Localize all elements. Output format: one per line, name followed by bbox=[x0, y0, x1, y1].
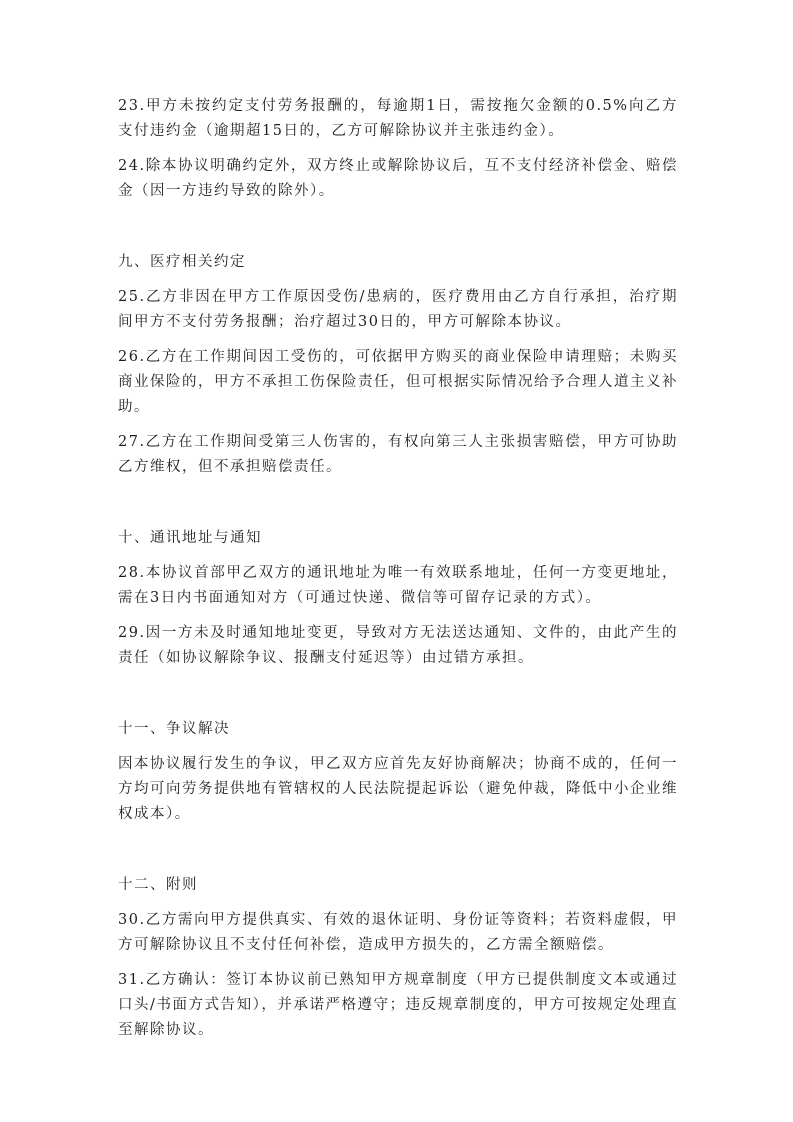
section-heading-supplementary: 十二、附则 bbox=[118, 877, 198, 893]
clause-30: 30.乙方需向甲方提供真实、有效的退休证明、身份证等资料；若资料虚假，甲方可解除协议且不支付任何补偿，造成甲方损失的，乙方需全额赔偿。 bbox=[118, 912, 678, 953]
section-heading-dispute: 十一、争议解决 bbox=[118, 721, 230, 737]
clause-dispute: 因本协议履行发生的争议，甲乙双方应首先友好协商解决；协商不成的，任何一方均可向劳务提供地有管辖权的人民法院提起诉讼（避免仲裁，降低中小企业维权成本）。 bbox=[118, 756, 678, 822]
clause-25: 25.乙方非因在甲方工作原因受伤/患病的，医疗费用由乙方自行承担，治疗期间甲方不支付劳务报酬；治疗超过30日的，甲方可解除本协议。 bbox=[118, 289, 678, 330]
clause-31: 31.乙方确认：签订本协议前已熟知甲方规章制度（甲方已提供制度文本或通过口头/书面方式告知），并承诺严格遵守；违反规章制度的，甲方可按规定处理直至解除协议。 bbox=[118, 972, 678, 1038]
clause-23: 23.甲方未按约定支付劳务报酬的，每逾期1日，需按拖欠金额的0.5%向乙方支付违约金（逾期超15日的，乙方可解除协议并主张违约金）。 bbox=[118, 98, 678, 139]
section-heading-medical: 九、医疗相关约定 bbox=[118, 254, 246, 270]
section-heading-notice: 十、通讯地址与通知 bbox=[118, 530, 262, 546]
clause-28: 28.本协议首部甲乙双方的通讯地址为唯一有效联系地址，任何一方变更地址，需在3日内书面通知对方（可通过快递、微信等可留存记录的方式）。 bbox=[118, 565, 678, 606]
clause-29: 29.因一方未及时通知地址变更，导致对方无法送达通知、文件的，由此产生的责任（如协议解除争议、报酬支付延迟等）由过错方承担。 bbox=[118, 625, 678, 666]
clause-24: 24.除本协议明确约定外，双方终止或解除协议后，互不支付经济补偿金、赔偿金（因一方违约导致的除外）。 bbox=[118, 158, 678, 199]
document-page bbox=[118, 94, 678, 1043]
clause-26: 26.乙方在工作期间因工受伤的，可依据甲方购买的商业保险申请理赔；未购买商业保险的，甲方不承担工伤保险责任，但可根据实际情况给予合理人道主义补助。 bbox=[118, 349, 678, 415]
clause-27: 27.乙方在工作期间受第三人伤害的，有权向第三人主张损害赔偿，甲方可协助乙方维权，但不承担赔偿责任。 bbox=[118, 434, 678, 475]
